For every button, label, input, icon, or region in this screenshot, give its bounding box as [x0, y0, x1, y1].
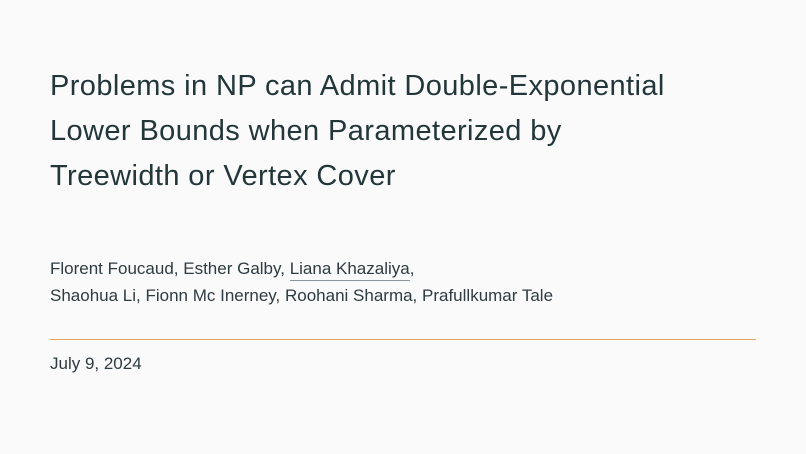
authors-line-1-suffix: , [409, 259, 415, 278]
title-line-1: Problems in NP can Admit Double-Exponential [50, 70, 665, 102]
authors-line-1-prefix: Florent Foucaud, Esther Galby, [50, 259, 290, 278]
date-text: July 9, 2024 [50, 354, 142, 373]
authors-block [50, 255, 756, 309]
author-underlined: Liana Khazaliya [290, 259, 410, 281]
title-line-2: Lower Bounds when Parameterized by [50, 115, 562, 147]
slide-title [50, 64, 756, 199]
authors-line-2: Shaohua Li, Fionn Mc Inerney, Roohani Sharma, Prafullkumar Tale [50, 286, 554, 305]
authors-line-1 [50, 255, 756, 282]
title-line-3: Treewidth or Vertex Cover [50, 160, 396, 192]
title-separator-rule [50, 339, 756, 340]
